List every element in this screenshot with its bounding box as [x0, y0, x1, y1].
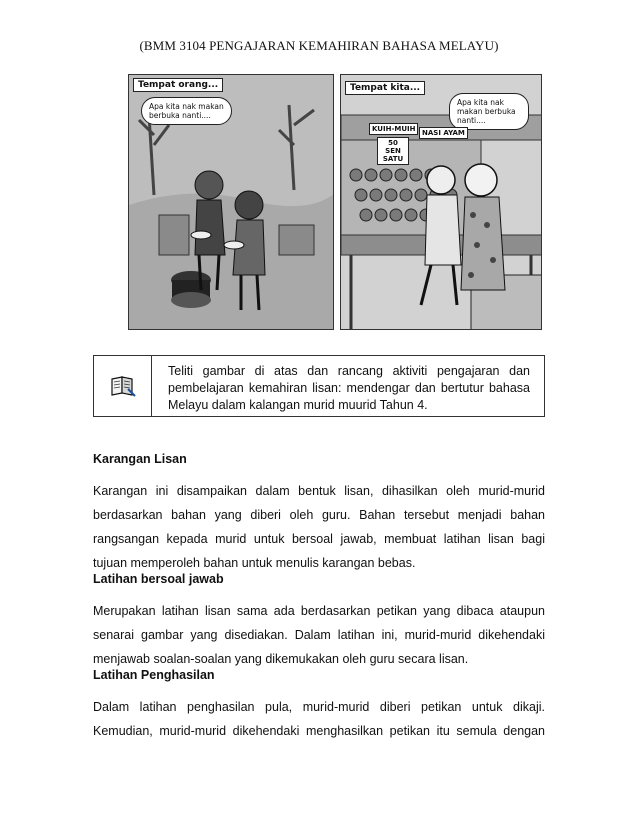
task-line: pembelajaran kemahiran lisan: mendengar dan bertutur bahasa — [168, 381, 530, 395]
speech-bubble-line: makan berbuka — [457, 107, 516, 116]
paragraph-line: Dalam latihan penghasilan pula, murid-murid diberi petikan untuk dikaji. — [93, 700, 545, 714]
speech-bubble-line: Apa kita nak — [457, 98, 504, 107]
stall-sign-nasi: NASI AYAM — [419, 127, 468, 139]
paragraph-line: berdasarkan bahan yang diberi oleh guru. Bahan tersebut menjadi bahan — [93, 508, 545, 522]
section-latihan-bersoal-jawab — [93, 572, 545, 671]
paragraph-line: Karangan ini disampaikan dalam bentuk lisan, dihasilkan oleh murid-murid — [93, 484, 545, 498]
book-icon — [110, 375, 136, 397]
section-paragraph — [93, 479, 545, 575]
comic-caption-left: Tempat orang... — [133, 78, 223, 92]
paragraph-line: menjawab soalan-soalan yang dikemukakan oleh guru secara lisan. — [93, 652, 469, 666]
comic-panel-left — [128, 74, 334, 330]
task-box — [93, 355, 545, 417]
section-heading: Karangan Lisan — [93, 452, 187, 466]
comic-caption-right: Tempat kita... — [345, 81, 425, 95]
comic-illustration — [128, 74, 542, 330]
page-header: (BMM 3104 PENGAJARAN KEMAHIRAN BAHASA MELAYU) — [139, 38, 499, 53]
speech-bubble-line: nanti.... — [457, 116, 486, 125]
paragraph-line: Merupakan latihan lisan sama ada berdasarkan petikan yang dibaca ataupun — [93, 604, 545, 618]
stall-sign-kuih: KUIH-MUIH — [369, 123, 418, 135]
section-latihan-penghasilan — [93, 668, 545, 743]
speech-bubble-line: berbuka nanti.... — [149, 111, 211, 120]
paragraph-line: senarai gambar yang disediakan. Dalam latihan ini, murid-murid dikehendaki — [93, 628, 545, 642]
section-heading: Latihan Penghasilan — [93, 668, 215, 682]
speech-bubble-right — [449, 93, 529, 130]
comic-panel-right — [340, 74, 542, 330]
task-line: Teliti gambar di atas dan rancang aktiviti pengajaran dan — [168, 364, 530, 378]
speech-bubble-line: Apa kita nak makan — [149, 102, 224, 111]
paragraph-line: Kemudian, murid-murid dikehendaki menghasilkan petikan itu semula dengan — [93, 724, 545, 738]
stall-sign-price: 50 SEN SATU — [377, 137, 409, 165]
speech-bubble-left — [141, 97, 232, 125]
paragraph-line: rangsangan kepada murid untuk bersoal jawab, membuat latihan lisan bagi — [93, 532, 545, 546]
section-karangan-lisan — [93, 452, 545, 575]
section-paragraph — [93, 599, 545, 671]
task-icon-cell — [94, 356, 152, 416]
section-paragraph — [93, 695, 545, 743]
paragraph-line: tujuan memperoleh bahan untuk menulis karangan bebas. — [93, 556, 416, 570]
task-line: Melayu dalam kalangan murid muurid Tahun 4. — [168, 398, 428, 412]
section-heading: Latihan bersoal jawab — [93, 572, 224, 586]
task-instruction — [168, 363, 530, 414]
